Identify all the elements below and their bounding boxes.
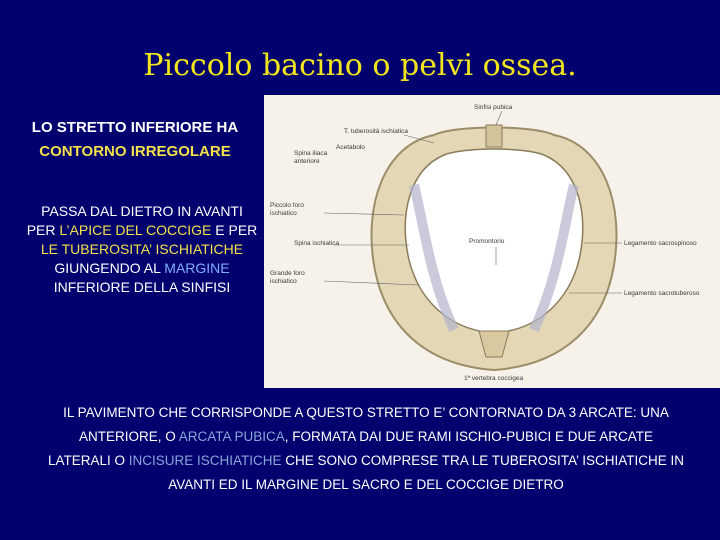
label-ischiatico: ischiatico bbox=[270, 210, 297, 217]
inferior-strait-description bbox=[26, 202, 258, 297]
label-tuberosita: T. tuberosità ischiatica bbox=[344, 128, 408, 135]
label-spina-iliaca: Spina iliaca bbox=[294, 150, 328, 157]
label-grande-foro: Grande foro bbox=[270, 270, 305, 277]
label-lig-sacrotuberoso: Legamento sacrotuberoso bbox=[624, 290, 700, 297]
desc-text-3: GIUNGENDO AL bbox=[54, 260, 165, 276]
label-anteriore: anteriore bbox=[294, 158, 320, 165]
label-piccolo-foro: Piccolo foro bbox=[270, 202, 304, 209]
desc-highlight-tuberosity: LE TUBEROSITA’ ISCHIATICHE bbox=[40, 241, 244, 257]
floor-highlight-pubic-arch: ARCATA PUBICA bbox=[178, 429, 285, 444]
desc-text-2: E PER bbox=[211, 222, 258, 238]
desc-highlight-margin: MARGINE bbox=[164, 260, 230, 276]
label-sinfisi: Sinfisi pubica bbox=[474, 104, 513, 111]
summary-highlight: CONTORNO IRREGOLARE bbox=[39, 143, 231, 160]
label-lig-sacrospinoso: Legamento sacrospinoso bbox=[624, 240, 697, 247]
pelvis-drawing bbox=[264, 95, 720, 388]
desc-highlight-coccyx: L’APICE DEL COCCIGE bbox=[59, 222, 212, 238]
floor-text-2: , FORMATA DAI DUE RAMI ISCHIO-PUBICI E DUE ARCATE LATERALI O bbox=[47, 429, 654, 468]
summary-text: LO STRETTO INFERIORE HA bbox=[31, 119, 239, 136]
label-vertebra-coccigea: 1ª vertebra coccigea bbox=[464, 375, 524, 382]
label-promontorio: Promontorio bbox=[469, 238, 505, 245]
pelvis-illustration bbox=[264, 95, 720, 388]
slide-title: Piccolo bacino o pelvi ossea. bbox=[143, 48, 577, 83]
leader-line bbox=[496, 111, 502, 125]
label-grande-foro-2: ischiatico bbox=[270, 278, 297, 285]
inferior-strait-summary bbox=[20, 116, 250, 164]
desc-text-1: PASSA DAL DIETRO IN AVANTI PER bbox=[26, 203, 243, 238]
label-acetabolo: Acetabolo bbox=[336, 144, 365, 151]
pelvic-floor-description bbox=[46, 401, 686, 497]
floor-text-3: CHE SONO COMPRESE TRA LE TUBEROSITA’ ISCHIATICHE IN AVANTI ED IL MARGINE DEL SACRO E DEL COCCIGE DIETRO bbox=[168, 453, 685, 492]
pubic-symphysis bbox=[486, 125, 502, 147]
desc-text-4: INFERIORE DELLA SINFISI bbox=[53, 279, 231, 295]
label-spina-ischiatica: Spina ischiatica bbox=[294, 240, 340, 247]
floor-highlight-sciatic-notch: INCISURE ISCHIATICHE bbox=[128, 453, 282, 468]
floor-text-1: IL PAVIMENTO CHE CORRISPONDE A QUESTO STRETTO E’ CONTORNATO DA 3 ARCATE: UNA ANTERIORE, O bbox=[63, 405, 669, 444]
